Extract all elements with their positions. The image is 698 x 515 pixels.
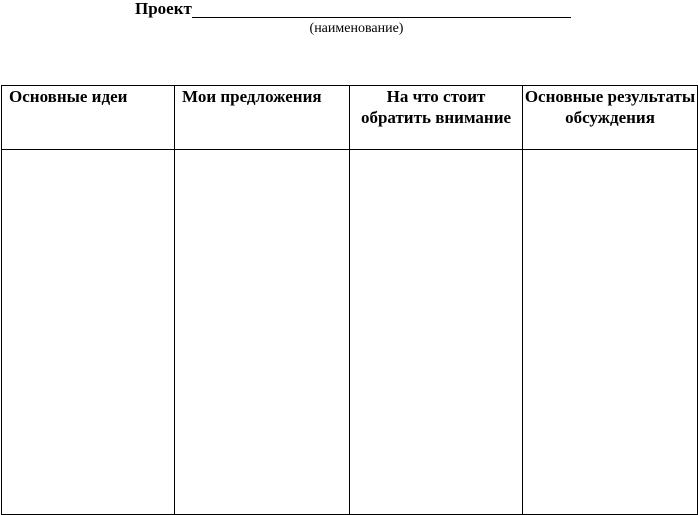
- column-header-main-ideas: Основные идеи: [2, 86, 175, 150]
- column-header-discussion-results: Основные результаты обсуждения: [523, 86, 698, 150]
- cell-attention-points: [350, 150, 523, 515]
- discussion-table: [1, 85, 698, 515]
- column-header-attention-points: На что стоит обратить внимание: [350, 86, 523, 150]
- project-name-caption: (наименование): [309, 21, 404, 36]
- cell-main-ideas: [2, 150, 175, 515]
- cell-discussion-results: [523, 150, 698, 515]
- project-title-label: Проект: [135, 0, 192, 18]
- table-row: [2, 150, 698, 515]
- project-title-line: [135, 0, 580, 18]
- table-header-row: [2, 86, 698, 150]
- project-name-blank: [192, 2, 571, 18]
- column-header-my-suggestions: Мои предложения: [175, 86, 350, 150]
- cell-my-suggestions: [175, 150, 350, 515]
